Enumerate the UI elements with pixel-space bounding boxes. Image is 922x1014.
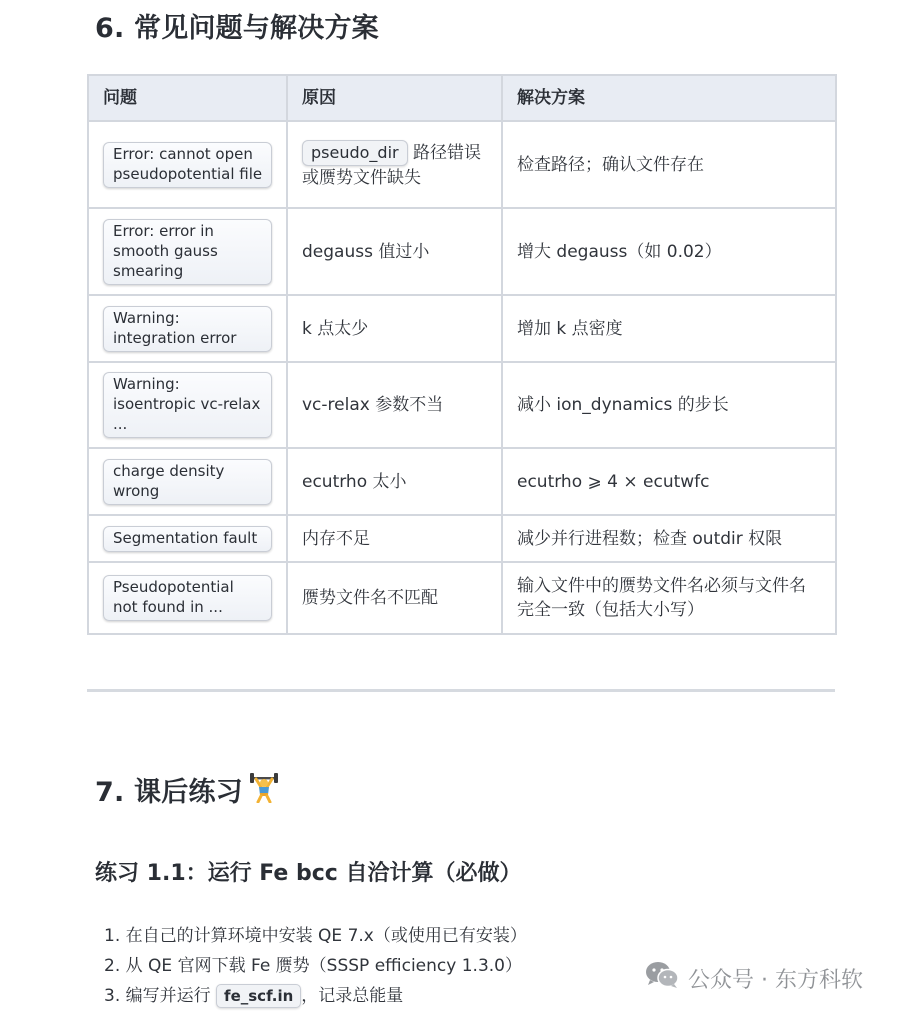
step-text: 从 QE 官网下载 Fe 赝势（SSSP efficiency 1.3.0） (125, 956, 522, 976)
problem-cell (88, 362, 287, 448)
cause-cell: ecutrho 太小 (287, 448, 502, 515)
cause-cell: vc-relax 参数不当 (287, 362, 502, 448)
step-number: 1. (104, 926, 121, 946)
error-message-box: charge density wrong (103, 459, 272, 505)
table-row (88, 362, 836, 448)
problem-cell (88, 562, 287, 634)
cause-cell: 内存不足 (287, 515, 502, 562)
inline-code: pseudo_dir (302, 140, 408, 166)
problem-cell (88, 208, 287, 295)
table-row (88, 121, 836, 208)
error-message-box: Segmentation fault (103, 526, 272, 552)
step-number: 3. (104, 986, 121, 1006)
solution-cell: 检查路径；确认文件存在 (502, 121, 836, 208)
problem-cell (88, 448, 287, 515)
faq-table (87, 74, 837, 635)
section-7-title (95, 770, 279, 810)
error-message-box: Warning: integration error (103, 306, 272, 352)
cause-cell: k 点太少 (287, 295, 502, 362)
step-text: 编写并运行 (125, 986, 217, 1006)
list-item (104, 922, 527, 952)
step-text: ，记录总能量 (301, 986, 404, 1006)
solution-cell: 增加 k 点密度 (502, 295, 836, 362)
problem-cell (88, 515, 287, 562)
solution-cell: 增大 degauss（如 0.02） (502, 208, 836, 295)
step-number: 2. (104, 956, 121, 976)
table-row (88, 208, 836, 295)
cause-cell: degauss 值过小 (287, 208, 502, 295)
list-item (104, 982, 527, 1012)
error-message-box: Warning: isoentropic vc-relax ... (103, 372, 272, 438)
header-cause: 原因 (287, 75, 502, 121)
table-row (88, 448, 836, 515)
inline-code: fe_scf.in (216, 984, 301, 1008)
exercise-steps (104, 922, 527, 1012)
table-row (88, 295, 836, 362)
cause-cell (287, 121, 502, 208)
list-item (104, 952, 527, 982)
weightlifter-emoji-icon (249, 771, 279, 810)
watermark-text: 公众号 · 东方科软 (688, 967, 863, 993)
table-row (88, 562, 836, 634)
section-divider (87, 689, 835, 692)
solution-cell: ecutrho ⩾ 4 × ecutwfc (502, 448, 836, 515)
cause-text: 路径错误或赝势文件缺失 (302, 142, 482, 188)
solution-cell: 输入文件中的赝势文件名必须与文件名完全一致（包括大小写） (502, 562, 836, 634)
section-7-title-text: 7. 课后练习 (95, 777, 243, 808)
step-text: 在自己的计算环境中安装 QE 7.x（或使用已有安装） (125, 926, 527, 946)
error-message-box: Error: cannot open pseudopotential file (103, 142, 272, 188)
solution-cell: 减少并行进程数；检查 outdir 权限 (502, 515, 836, 562)
header-problem: 问题 (88, 75, 287, 121)
solution-cell: 减小 ion_dynamics 的步长 (502, 362, 836, 448)
table-row (88, 515, 836, 562)
section-6-title: 6. 常见问题与解决方案 (95, 13, 379, 44)
wechat-icon (644, 960, 688, 996)
error-message-box: Error: error in smooth gauss smearing (103, 219, 272, 285)
header-solution: 解决方案 (502, 75, 836, 121)
watermark (644, 960, 863, 996)
problem-cell (88, 295, 287, 362)
cause-cell: 赝势文件名不匹配 (287, 562, 502, 634)
table-header-row (88, 75, 836, 121)
error-message-box: Pseudopotential not found in ... (103, 575, 272, 621)
exercise-title: 练习 1.1：运行 Fe bcc 自洽计算（必做） (95, 861, 522, 886)
problem-cell (88, 121, 287, 208)
